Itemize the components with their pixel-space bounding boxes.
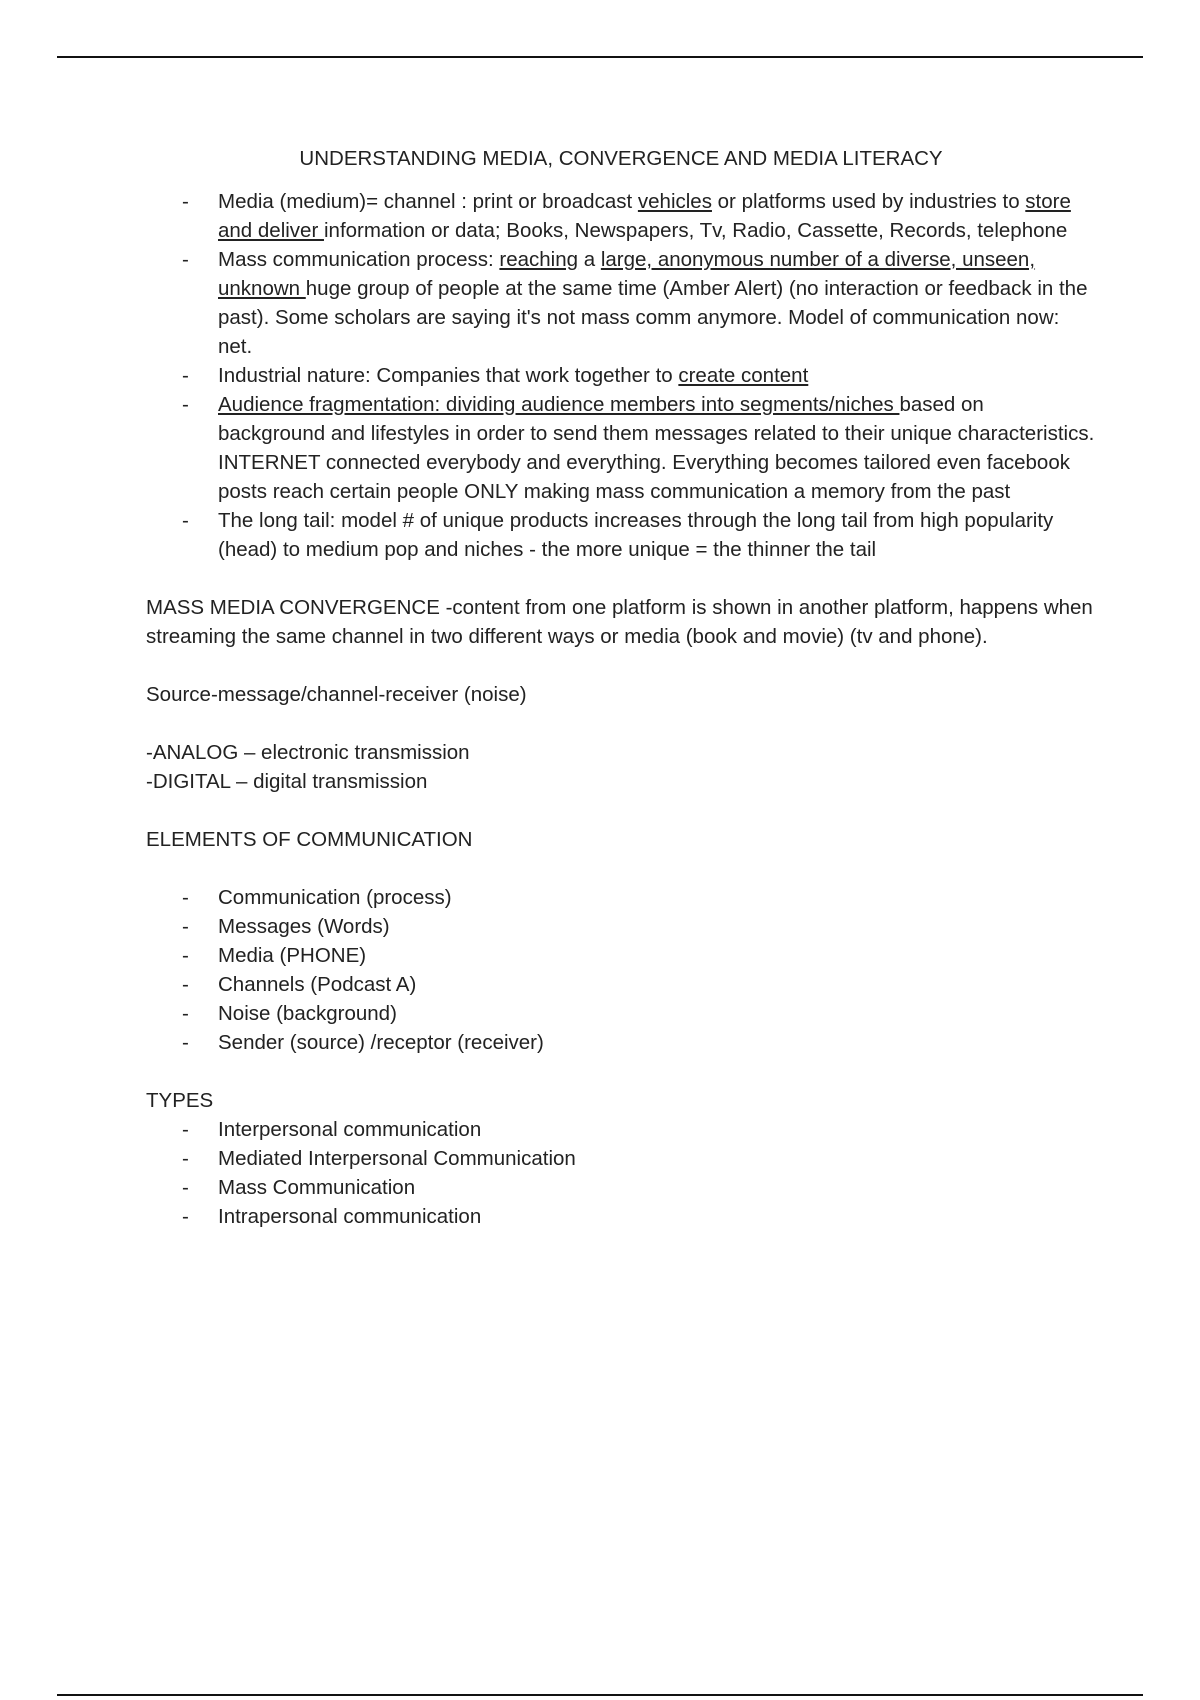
dash-bullet: - [182,973,189,996]
list-item [146,245,1096,361]
list-item-text: information or data; Books, Newspapers, Tv, Radio, Cassette, Records, telephone [323,219,1068,242]
elements-heading: ELEMENTS OF COMMUNICATION [146,828,473,851]
list-item [146,1144,1096,1173]
list-item [146,883,1096,912]
analog-line: -ANALOG – electronic transmission [146,741,470,764]
communication-model-line: Source-message/channel-receiver (noise) [146,683,527,706]
document-body [146,144,1096,1231]
document-title: UNDERSTANDING MEDIA, CONVERGENCE AND MEDIA LITERACY [299,147,943,170]
list-item [146,999,1096,1028]
dash-bullet: - [182,509,189,532]
list-item [146,1173,1096,1202]
dash-bullet: - [182,886,189,909]
list-item-text: Mass Communication [218,1176,416,1199]
underlined-text: store and deliver [218,190,1071,242]
list-item [146,361,1096,390]
list-item-text: huge group of people at the same time (Amber Alert) (no interaction or feedback in the past). Some scholars are saying it's not mass comm anymore. Model of communication now: net. [218,277,1088,358]
dash-bullet: - [182,1002,189,1025]
dash-bullet: - [182,1031,189,1054]
list-item-text: Channels (Podcast A) [218,973,417,996]
list-item [146,1202,1096,1231]
list-item-text: Communication (process) [218,886,452,909]
list-item-text: Mass communication process: [218,248,500,271]
dash-bullet: - [182,190,189,213]
list-item [146,187,1096,245]
underlined-text: vehicles [637,190,712,213]
underlined-text: reaching [499,248,579,271]
digital-line: -DIGITAL – digital transmission [146,770,428,793]
dash-bullet: - [182,364,189,387]
dash-bullet: - [182,1205,189,1228]
underlined-text: large, anonymous number of a diverse, unseen, unknown [218,248,1036,300]
elements-list [146,883,1096,1057]
list-item-text: Interpersonal communication [218,1118,482,1141]
list-item [146,390,1096,506]
types-list [146,1115,1096,1231]
dash-bullet: - [182,915,189,938]
dash-bullet: - [182,393,189,416]
list-item-text: Industrial nature: Companies that work together to [218,364,679,387]
dash-bullet: - [182,1118,189,1141]
list-item-text: or platforms used by industries to [711,190,1026,213]
list-item-text: Messages (Words) [218,915,390,938]
convergence-paragraph: MASS MEDIA CONVERGENCE -content from one platform is shown in another platform, happens when streaming the same channel in two different ways or media (book and movie) (tv and phone). [146,596,1093,648]
dash-bullet: - [182,1176,189,1199]
top-rule [57,56,1143,58]
list-item-text: a [578,248,601,271]
list-item [146,970,1096,999]
list-item-text: Media (PHONE) [218,944,367,967]
list-item [146,1115,1096,1144]
dash-bullet: - [182,944,189,967]
list-item-text: Sender (source) /receptor (receiver) [218,1031,544,1054]
list-item [146,941,1096,970]
list-item [146,912,1096,941]
list-item [146,506,1096,564]
bottom-rule [57,1694,1143,1696]
underlined-text: Audience fragmentation: dividing audience members into segments/niches [218,393,900,416]
dash-bullet: - [182,248,189,271]
types-heading: TYPES [146,1089,214,1112]
list-item-text: Intrapersonal communication [218,1205,482,1228]
intro-list [146,187,1096,564]
list-item-text: Noise (background) [218,1002,397,1025]
list-item-text: based on background and lifestyles in order to send them messages related to their unique characteristics. INTERNET connected everybody and everything. Everything becomes tailored even facebook posts reach certain people ONLY making mass communication a memory from the past [218,393,1095,503]
list-item-text: The long tail: model # of unique products increases through the long tail from high popularity (head) to medium pop and niches - the more unique = the thinner the tail [218,509,1054,561]
dash-bullet: - [182,1147,189,1170]
list-item [146,1028,1096,1057]
list-item-text: Mediated Interpersonal Communication [218,1147,576,1170]
underlined-text: create content [678,364,809,387]
list-item-text: Media (medium)= channel : print or broadcast [218,190,638,213]
